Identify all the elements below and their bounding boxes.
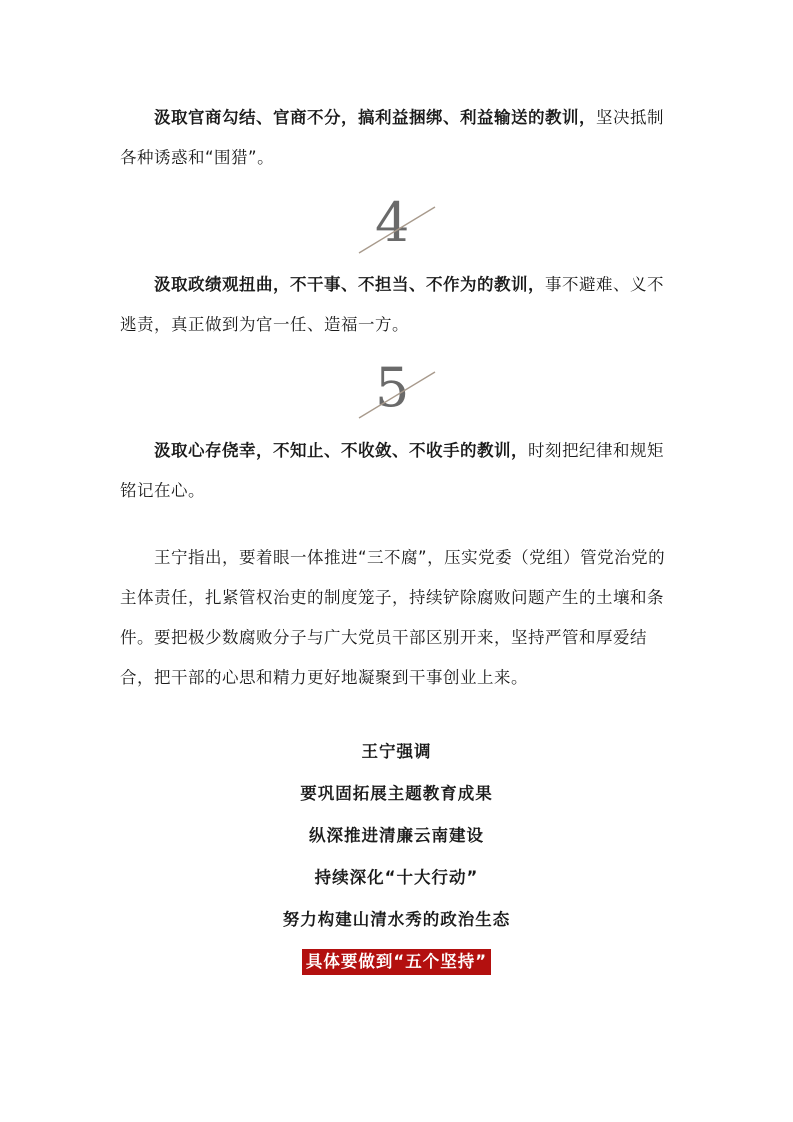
section-number-4 — [355, 195, 440, 255]
lesson-3-bold-text: 汲取官商勾结、官商不分，搞利益捆绑、利益输送的教训， — [154, 108, 596, 127]
body-paragraph: 王宁指出，要着眼一体推进“三不腐”，压实党委（党组）管党治党的主体责任，扎紧管权治吏的制度笼子，持续铲除腐败问题产生的土壤和条件。要把极少数腐败分子与广大党员干部区别开来，坚持严管和厚爱结合，把干部的心思和精力更好地凝聚到干事创业上来。 — [120, 548, 666, 687]
lesson-paragraph-3 — [120, 98, 676, 178]
lesson-4-bold-text: 汲取政绩观扭曲，不干事、不担当、不作为的教训， — [154, 275, 545, 294]
lesson-3-text: 坚决抵制各种诱惑和“围猎”。 — [120, 108, 664, 167]
headline-5: 努力构建山清水秀的政治生态 — [282, 910, 511, 929]
headline-3: 纵深推进清廉云南建设 — [309, 826, 484, 845]
section-number-5 — [355, 360, 440, 420]
section-number-4-text: 4 — [375, 195, 410, 254]
lesson-paragraph-5 — [120, 431, 676, 511]
highlight-headline — [0, 948, 793, 972]
lesson-4-text: 事不避难、义不逃责，真正做到为官一任、造福一方。 — [120, 275, 664, 334]
lesson-5-text: 时刻把纪律和规矩铭记在心。 — [120, 441, 664, 500]
section-number-5-text: 5 — [375, 360, 410, 419]
lesson-paragraph-4 — [120, 265, 676, 345]
headline-2: 要巩固拓展主题教育成果 — [300, 784, 493, 803]
headline-4: 持续深化“十大行动” — [314, 868, 479, 887]
headline-1: 王宁强调 — [361, 742, 432, 761]
lesson-5-bold-text: 汲取心存侥幸，不知止、不收敛、不收手的教训， — [154, 441, 528, 460]
highlight-headline-text: 具体要做到“五个坚持” — [302, 949, 491, 975]
